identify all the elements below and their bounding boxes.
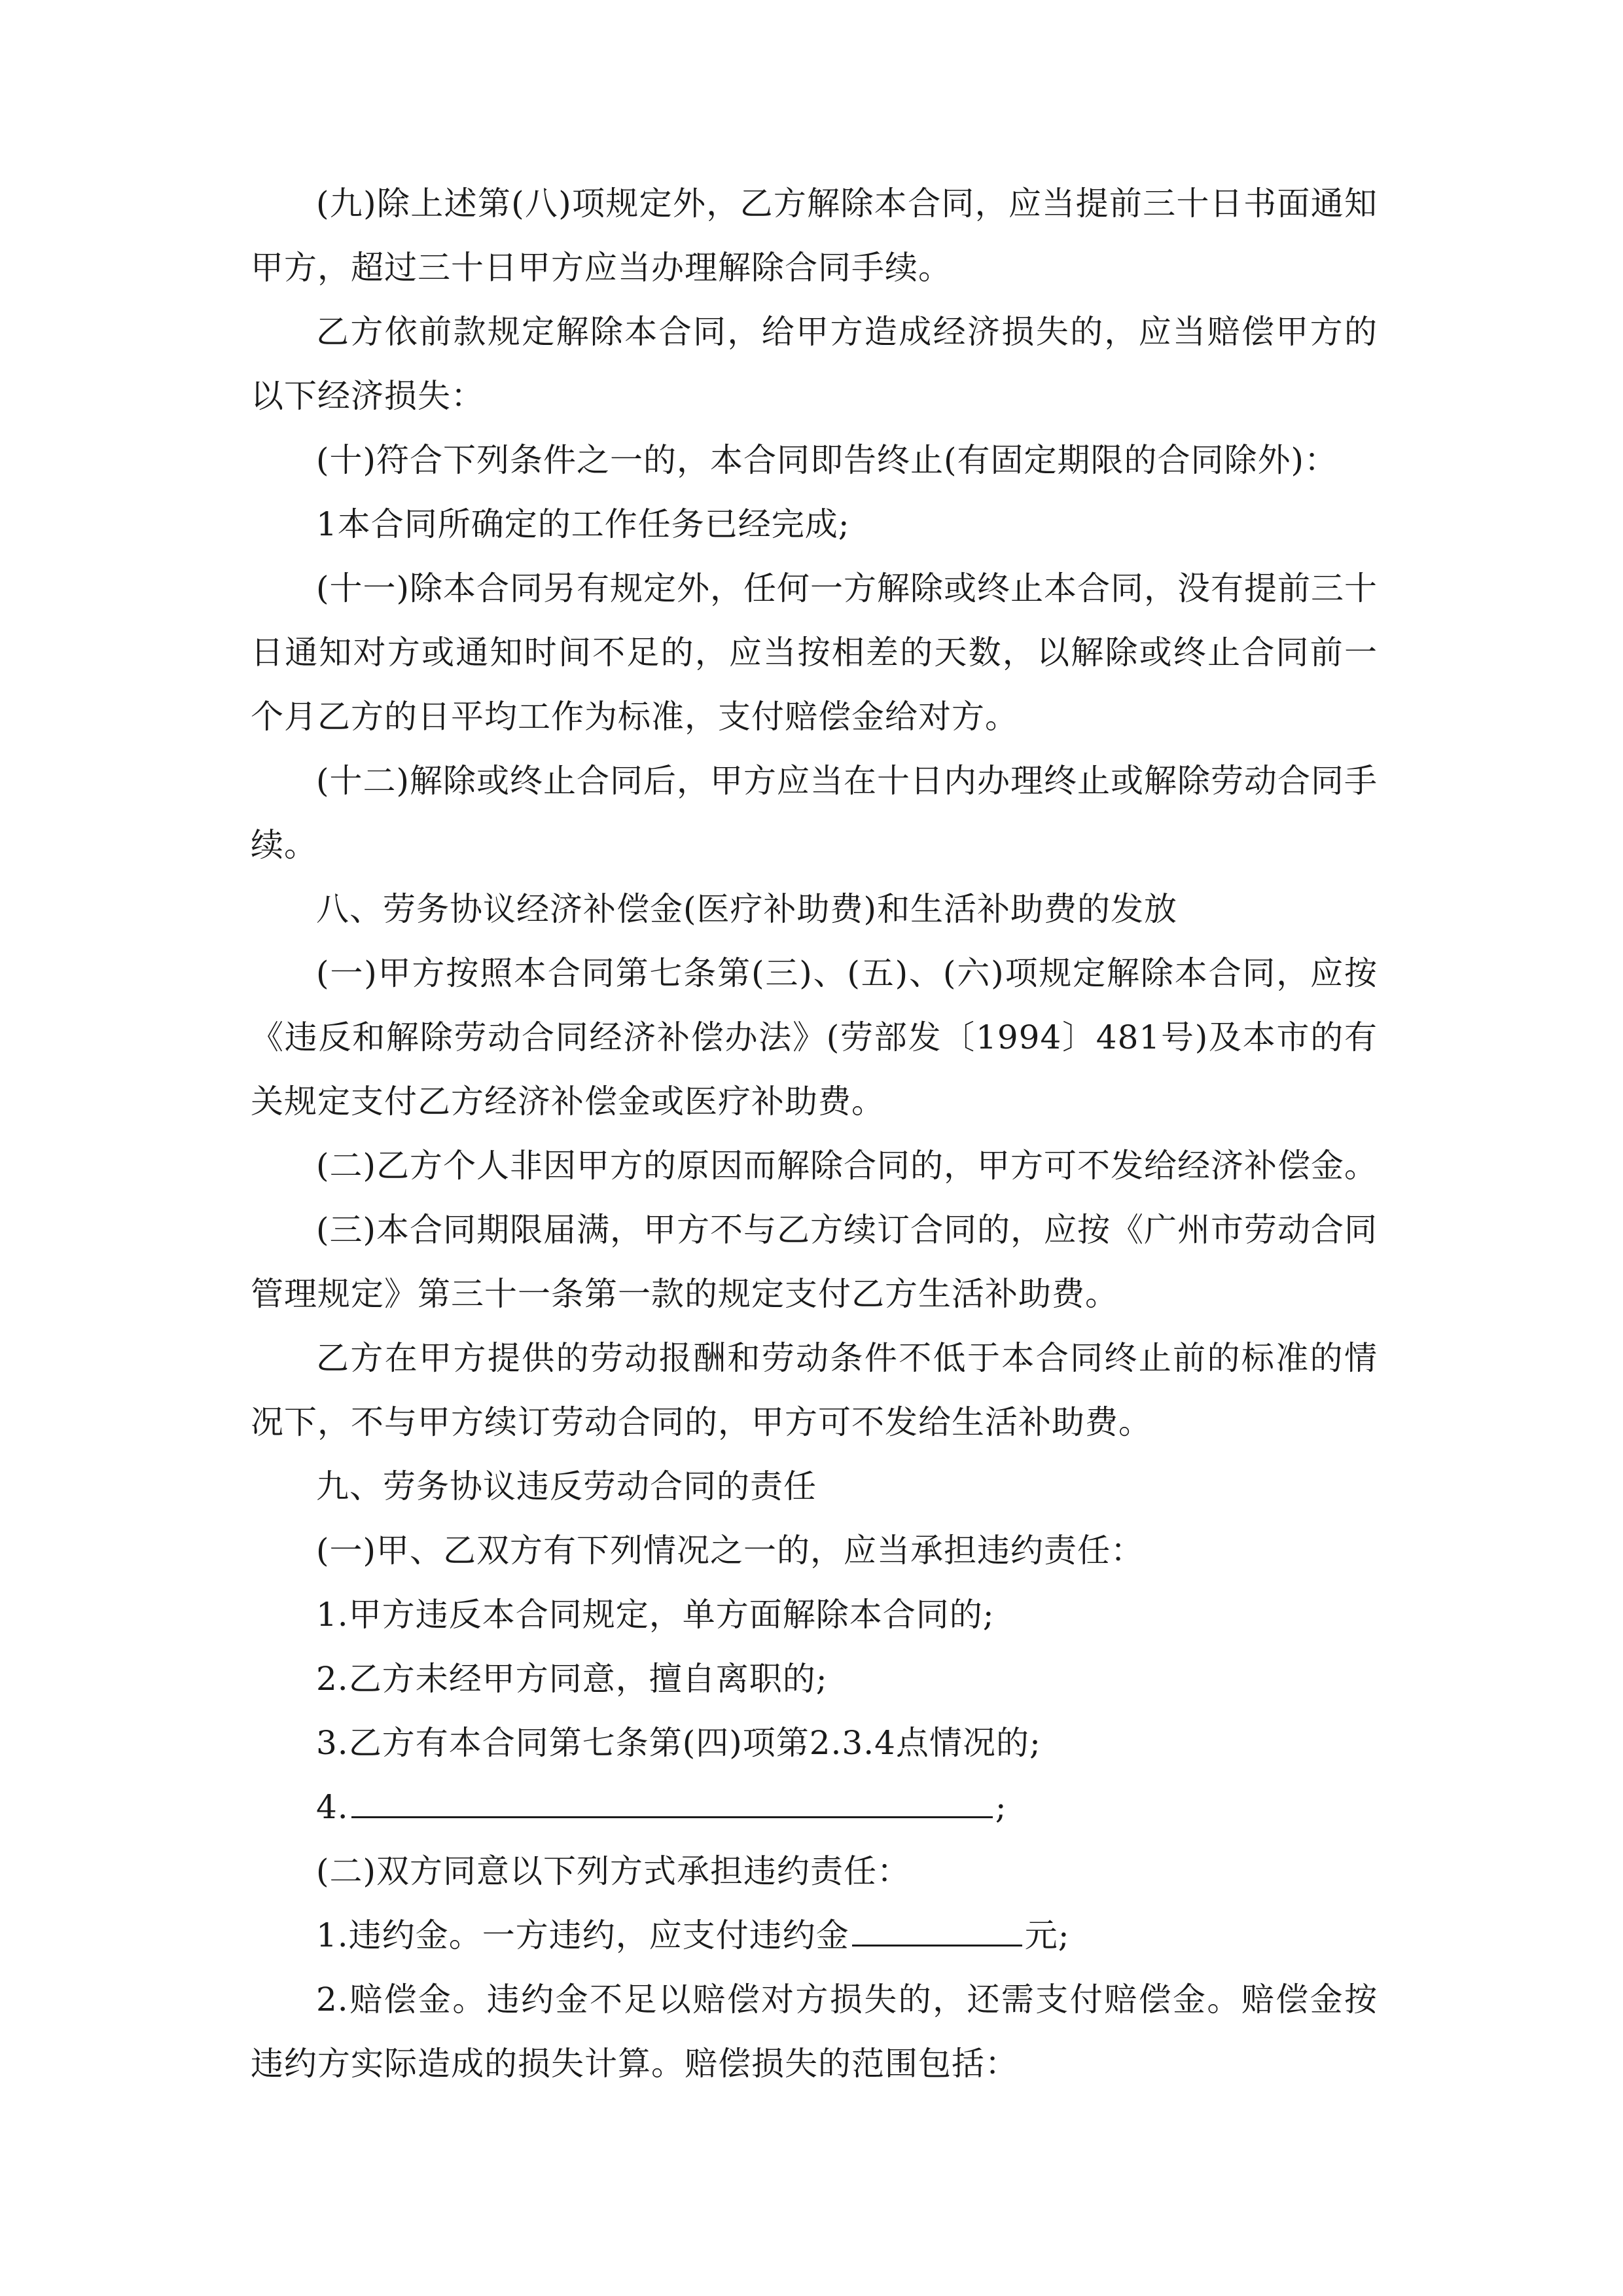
clause-11: (十一)除本合同另有规定外，任何一方解除或终止本合同，没有提前三十日通知对方或通知时间不足的，应当按相差的天数，以解除或终止合同前一个月乙方的日平均工作为标准，支付赔偿金给对方。 xyxy=(251,569,1378,736)
section-9-heading: 九、劳务协议违反劳动合同的责任 xyxy=(316,1467,817,1505)
section-8-item-1: (一)甲方按照本合同第七条第(三)、(五)、(六)项规定解除本合同，应按《违反和解除劳动合同经济补偿办法》(劳部发〔1994〕481号)及本市的有关规定支付乙方经济补偿金或医疗补助费。 xyxy=(251,954,1378,1121)
section-9-sub-1: 1.甲方违反本合同规定，单方面解除本合同的; xyxy=(316,1596,995,1634)
penalty-amount-blank[interactable] xyxy=(852,1909,1022,1946)
section-8-item-3: (三)本合同期限届满，甲方不与乙方续订合同的，应按《广州市劳动合同管理规定》第三十一条第一款的规定支付乙方生活补助费。 xyxy=(251,1211,1378,1313)
clause-12: (十二)解除或终止合同后，甲方应当在十日内办理终止或解除劳动合同手续。 xyxy=(251,762,1378,864)
compensation-clause: 2.赔偿金。违约金不足以赔偿对方损失的，还需支付赔偿金。赔偿金按违约方实际造成的损失计算。赔偿损失的范围包括： xyxy=(251,1981,1378,2083)
section-9-sub-2: 2.乙方未经甲方同意，擅自离职的; xyxy=(316,1660,828,1698)
section-9-item-2: (二)双方同意以下列方式承担违约责任： xyxy=(316,1852,911,1890)
section-9-sub-4 xyxy=(251,1775,1378,1839)
sub-4-prefix: 4. xyxy=(316,1788,349,1826)
fill-in-blank-line[interactable] xyxy=(351,1781,993,1818)
section-9-sub-3: 3.乙方有本合同第七条第(四)项第2.3.4点情况的; xyxy=(316,1724,1041,1762)
document-body xyxy=(251,171,1378,2096)
section-9-item-1: (一)甲、乙双方有下列情况之一的，应当承担违约责任： xyxy=(316,1532,1145,1570)
penalty-clause xyxy=(251,1903,1378,1967)
penalty-suffix: 元; xyxy=(1024,1916,1070,1954)
penalty-prefix: 1.违约金。一方违约，应支付违约金 xyxy=(316,1916,849,1954)
clause-9-loss: 乙方依前款规定解除本合同，给甲方造成经济损失的，应当赔偿甲方的以下经济损失： xyxy=(251,313,1378,415)
sub-4-suffix: ; xyxy=(995,1788,1007,1826)
clause-10: (十)符合下列条件之一的，本合同即告终止(有固定期限的合同除外)： xyxy=(316,441,1338,479)
section-8-note: 乙方在甲方提供的劳动报酬和劳动条件不低于本合同终止前的标准的情况下，不与甲方续订劳动合同的，甲方可不发给生活补助费。 xyxy=(251,1339,1378,1441)
section-8-item-2: (二)乙方个人非因甲方的原因而解除合同的，甲方可不发给经济补偿金。 xyxy=(316,1147,1378,1185)
section-8-heading: 八、劳务协议经济补偿金(医疗补助费)和生活补助费的发放 xyxy=(316,890,1178,928)
clause-9: (九)除上述第(八)项规定外，乙方解除本合同，应当提前三十日书面通知甲方，超过三十日甲方应当办理解除合同手续。 xyxy=(251,185,1378,287)
clause-10-item-1: 1本合同所确定的工作任务已经完成; xyxy=(316,505,850,543)
